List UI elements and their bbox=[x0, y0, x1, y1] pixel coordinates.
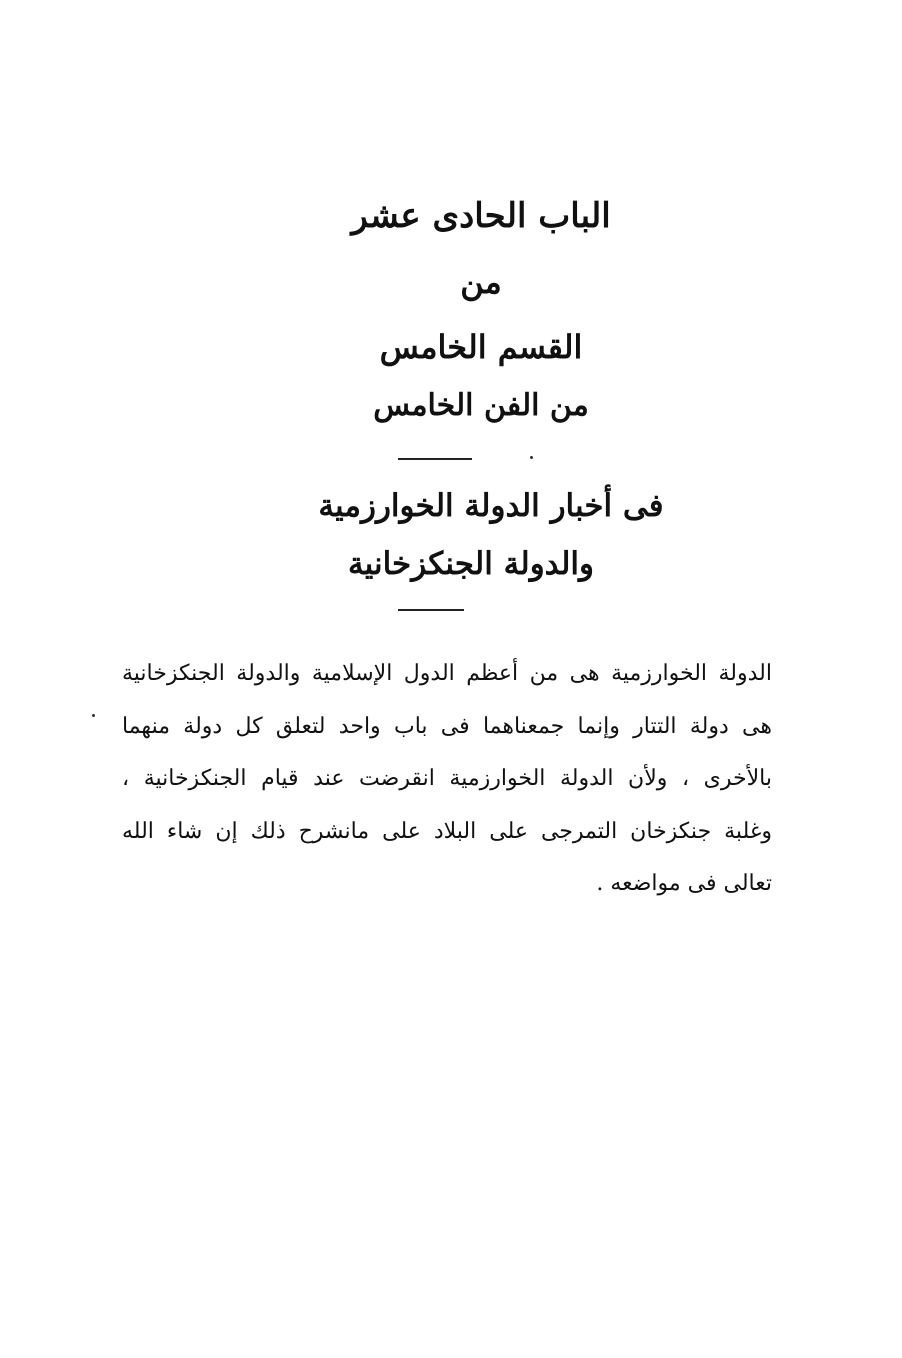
chapter-title-line2: والدولة الجنكزخانية bbox=[348, 546, 594, 582]
chapter-title-line1: فى أخبار الدولة الخوارزمية bbox=[318, 488, 664, 524]
body-line: وغلبة جنكزخان التمرجى على البلاد على مانشرح ذلك إن شاء الله bbox=[122, 818, 772, 844]
ink-speck bbox=[92, 714, 95, 717]
divider-bottom bbox=[398, 609, 464, 611]
divider-top bbox=[398, 458, 472, 460]
body-paragraph bbox=[122, 648, 772, 911]
body-line: الدولة الخوارزمية هى من أعظم الدول الإسلامية والدولة الجنكزخانية bbox=[122, 661, 772, 686]
section-heading: القسم الخامس bbox=[379, 328, 583, 366]
body-line: هى دولة التتار وإنما جمعناهما فى باب واحد لتعلق كل دولة منهما bbox=[122, 713, 772, 739]
part-heading: من الفن الخامس bbox=[373, 388, 589, 423]
chapter-heading: الباب الحادى عشر bbox=[351, 196, 611, 236]
body-line: تعالى فى مواضعه . bbox=[596, 871, 772, 896]
ink-speck bbox=[530, 456, 533, 459]
body-line: بالأخرى ، ولأن الدولة الخوارزمية انقرضت عند قيام الجنكزخانية ، bbox=[122, 766, 773, 791]
heading-connector: من bbox=[460, 263, 502, 301]
